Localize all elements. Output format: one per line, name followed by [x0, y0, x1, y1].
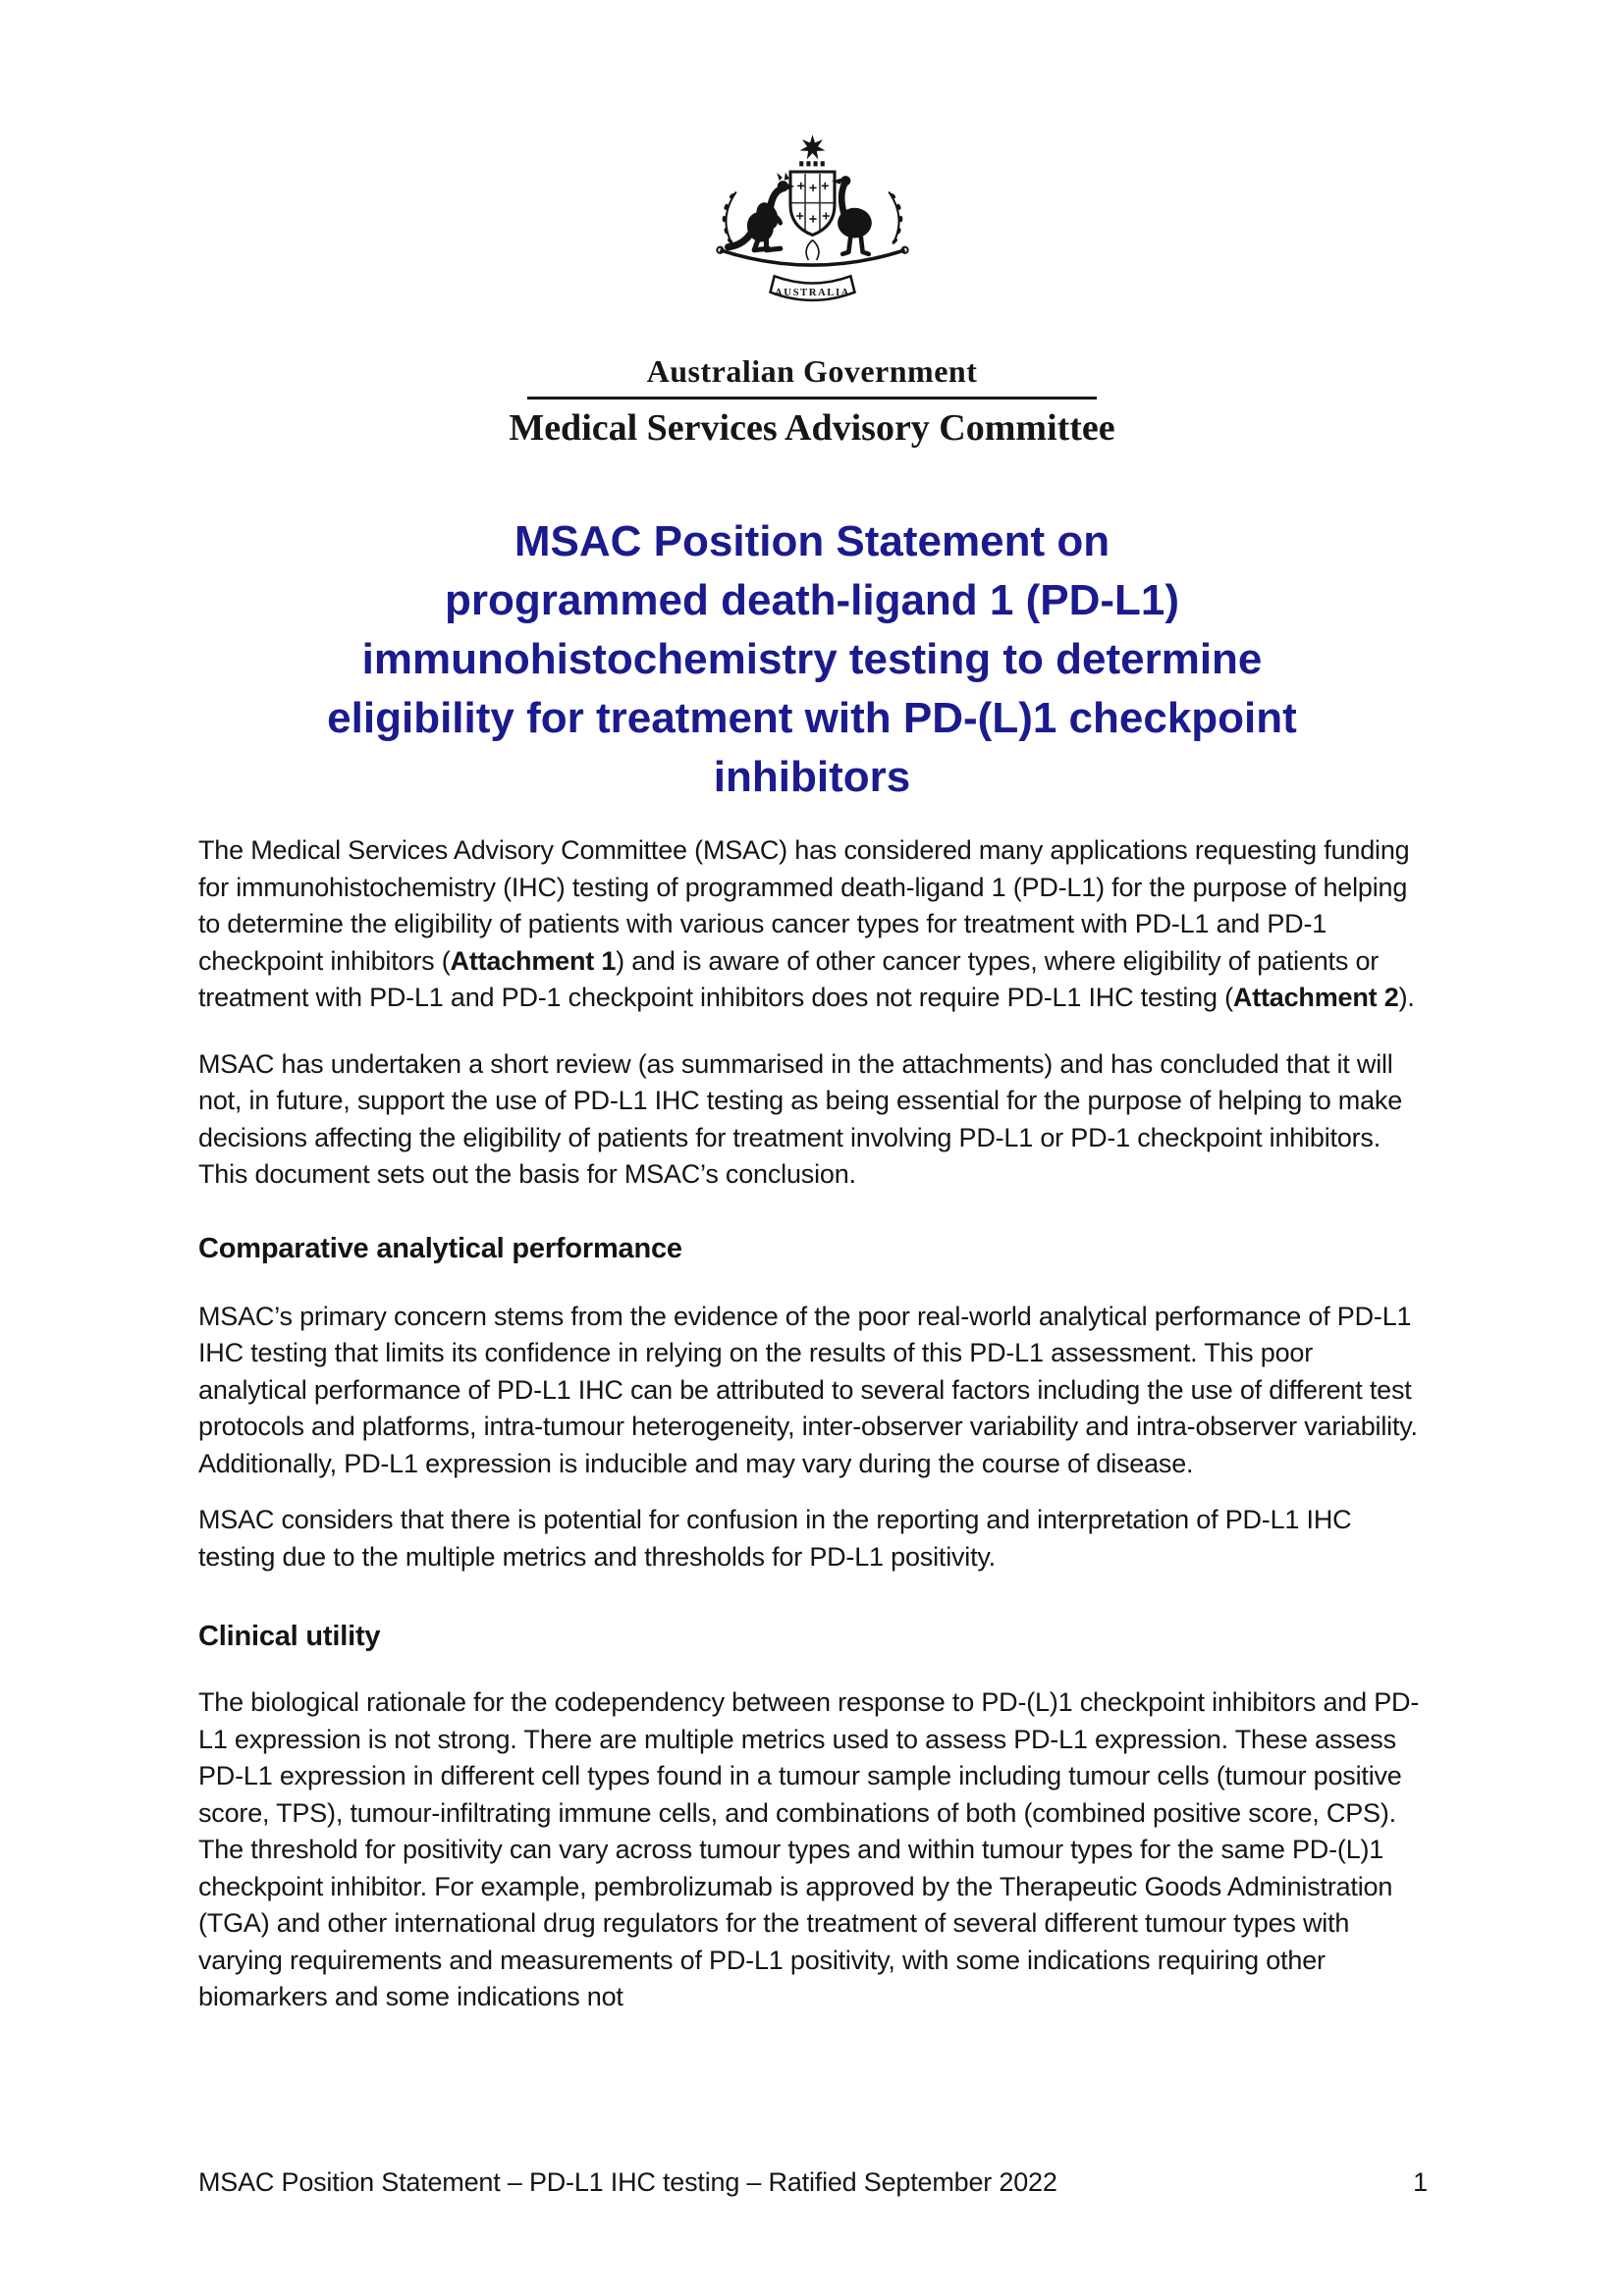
document-body	[198, 832, 1426, 2016]
paragraph-confusion-metrics: MSAC considers that there is potential for confusion in the reporting and interpretation of PD-L1 IHC testing due to the multiple metrics and thresholds for PD-L1 positivity.	[198, 1505, 1352, 1572]
paragraph-review-conclusion: MSAC has undertaken a short review (as summarised in the attachments) and has concluded that it will not, in future, support the use of PD-L1 IHC testing as being essential for the purpose of helping to make decisions affecting the eligibility of patients for treatment involving PD-L1 or PD-1 checkpoint inhibitors. This document sets out the basis for MSAC’s conclusion.	[198, 1048, 1403, 1189]
australia-banner	[770, 276, 854, 300]
paragraph-analytical-concerns: MSAC’s primary concern stems from the evidence of the poor real-world analytical performance of PD-L1 IHC testing that limits its confidence in relying on the results of this PD-L1 assessment. This poor analytical performance of PD-L1 IHC can be attributed to several factors including the use of different test protocols and platforms, intra-tumour heterogeneity, inter-observer variability and intra-observer variability. Additionally, PD-L1 expression is inducible and may vary during the course of disease.	[198, 1301, 1418, 1478]
australian-coat-of-arms-icon	[702, 133, 923, 345]
title-line: programmed death-ligand 1 (PD-L1)	[444, 576, 1180, 624]
text-run: The Medical Services Advisory Committee (MSAC) has considered many applications requesting funding for immunohistochemistry (IHC) testing of programmed death-ligand 1 (PD-L1) for the purpose of helping to determine the eligibility of patients with various cancer types for treatment with PD-L1 and PD-1 checkpoint inhibitors (	[198, 835, 1410, 976]
title-line: eligibility for treatment with PD-(L)1 checkpoint	[327, 694, 1297, 742]
header-divider	[527, 397, 1097, 400]
page-number: 1	[1413, 2167, 1428, 2197]
emu-icon	[831, 176, 871, 254]
document-title	[198, 512, 1426, 807]
footer-text: MSAC Position Statement – PD-L1 IHC testing – Ratified September 2022	[198, 2167, 1057, 2197]
attachment-2-reference: Attachment 2	[1232, 983, 1399, 1012]
section-heading-clinical-utility: Clinical utility	[198, 1621, 381, 1652]
committee-label: Medical Services Advisory Committee	[509, 407, 1115, 449]
title-line: inhibitors	[713, 753, 911, 801]
section-heading-comparative-analytical-performance: Comparative analytical performance	[198, 1232, 682, 1264]
government-label: Australian Government	[646, 353, 978, 389]
commonwealth-star-icon	[799, 134, 825, 159]
attachment-1-reference: Attachment 1	[450, 945, 617, 976]
crest-motto-label: AUSTRALIA	[774, 286, 850, 298]
government-header	[0, 0, 1624, 450]
paragraph-clinical-utility: The biological rationale for the codependency between response to PD-(L)1 checkpoint inhibitors and PD-L1 expression is not strong. There are multiple metrics used to assess PD-L1 expression. These assess PD-L1 expression in different cell types found in a tumour sample including tumour cells (tumour positive score, TPS), tumour-infiltrating immune cells, and combinations of both (combined positive score, CPS). The threshold for positivity can vary across tumour types and within tumour types for the same PD-(L)1 checkpoint inhibitor. For example, pembrolizumab is approved by the Therapeutic Goods Administration (TGA) and other international drug regulators for the treatment of several different tumour types with varying requirements and measurements of PD-L1 positivity, with some indications requiring other biomarkers and some indications not	[198, 1687, 1420, 2011]
text-run: ) and is aware of other cancer types, where eligibility of patients or treatment with PD-L1 and PD-1 checkpoint inhibitors does not require PD-L1 IHC testing (	[198, 945, 1380, 1012]
page-footer	[198, 2167, 1428, 2198]
title-line: MSAC Position Statement on	[514, 517, 1110, 565]
kangaroo-icon	[728, 172, 794, 249]
paragraph-applications	[198, 832, 1426, 1017]
text-run: ).	[1398, 983, 1415, 1012]
title-line: immunohistochemistry testing to determine	[361, 635, 1263, 683]
